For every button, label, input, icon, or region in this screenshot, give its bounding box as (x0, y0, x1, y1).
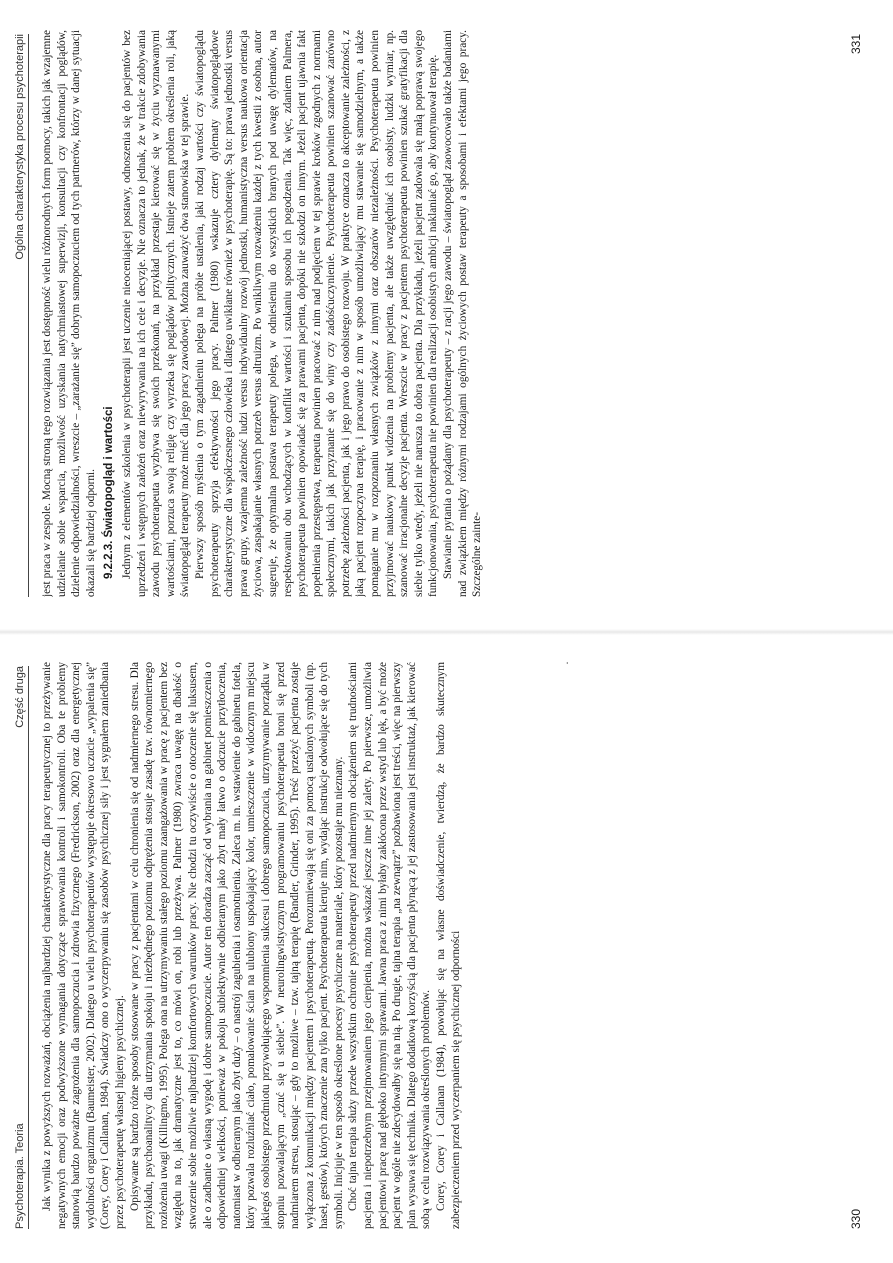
page-number: 330 (849, 1208, 863, 1229)
header-right-text: Część druga (14, 666, 26, 728)
stray-mark: · (560, 661, 574, 665)
paragraph: jest praca w zespole. Mocną stroną tego rozwiązania jest dostępność wielu różnorodnych form pomocy, takich jak wzajemne udzielanie sobie wsparcia, możliwość uzyskania natychmiastowej superwizji, konsultacji czy konfrontacji poglądów, dzielenie odpowiedzialności, wreszcie – „zarażanie się” dobrym samopoczuciem od tych partnerów, którzy w danej sytuacji okazali się bardziej odporni. (41, 30, 97, 597)
body-text (40, 30, 813, 597)
right-page (0, 0, 893, 631)
paragraph: Choć tajna terapia służy przede wszystkim ochronie psychoterapeuty przed nadmiernym obciążeniem się trudnościami pacjenta i niepotrzebnym przejmowaniem jego cierpienia, można wskazać jeszcze inne jej zalety. Po pierwsze, umożliwia pacjentowi pracę nad głęboko intymnymi sprawami. Jawna praca z nimi byłaby zakłócona przez wstyd lub lęk, a być może pacjent w ogóle nie zdecydowałby się na nią. Po drugie, tajna terapia „na zewnątrz” pozbawiona jest treści, więc na pierwszy plan wysuwa się technika. Dlatego dodatkową korzyścią dla pacjenta płynącą z jej zastosowania jest instruktaż, jak kierować sobą w celu rozwiązywania określonych problemów. (347, 662, 433, 1229)
left-page (0, 632, 893, 1263)
header-right-text: Ogólna charakterystyka procesu psychoterapii (14, 34, 26, 260)
body-text (40, 662, 813, 1229)
paragraph: Pierwszy sposób myślenia o tym zagadnieniu polega na próbie ustalenia, jaki rodzaj wartości czy światopoglądu psychoterapeuty sprzyja efektywności jego pracy. Palmer (1980) wskazuje cztery dylematy światopoglądowe charakterystyczne dla współczesnego człowieka i dlatego uwikłane również w psychoterapię. Są to: prawa jednostki versus prawa grupy, wzajemna zależność ludzi versus indywidualny rozwój jednostki, humanistyczna versus naukowa orientacja życiowa, zaspakajanie własnych potrzeb versus altruizm. Po wnikliwym rozważeniu każdej z tych kwestii z osobna, autor sugeruje, że optymalna postawa terapeuty polega, w odniesieniu do wszystkich branych pod uwagę dylematów, na respektowaniu obu wchodzących w konflikt wartości i szukaniu sposobu ich pogodzenia. Tak więc, zdaniem Palmera, psychoterapeuta powinien opowiadać się za prawami pacjenta, dopóki nie szkodzi on innym. Jeżeli pacjent ujawnia fakt popełnienia przestępstwa, terapeuta powinien pracować z nim nad podjęciem w tej sprawie kroków zgodnych z normami społecznymi, takich jak przyznanie się do winy czy zadośćuczynienie. Psychoterapeuta powinien szanować zarówno potrzebę zależności pacjenta, jak i jego prawo do osobistego rozwoju. W praktyce oznacza to akceptowanie zależności, z jaką pacjent rozpoczyna terapię, i pracowanie z nim w sposób umożliwiający mu stawanie się samodzielnym, a także pomaganie mu w rozpoznaniu własnych związków z innymi oraz obszarów niezależności. Psychoterapeuta powinien przyjmować naukowy punkt widzenia na problemy pacjenta, ale także uwzględniać ich osobisty, ludzki wymiar, np. szanować irracjonalne decyzje pacjenta. Wreszcie w pracy z pacjentem psychoterapeuta powinien szukać gratyfikacji dla siebie tylko wtedy, jeżeli nie narusza to dobra pacjenta. Dla przykładu, jeżeli pacjent zadowala się małą poprawą swojego funkcjonowania, psychoterapeuta nie powinien dla realizacji osobistych ambicji naklaniać go, aby kontynuował terapię. (193, 30, 440, 597)
page-number: 331 (849, 34, 863, 55)
paragraph: Corey, Corey i Callanan (1984), powołując się na własne doświadczenie, twierdzą, że bardzo skutecznym zabezpieczeniem przed wyczerpaniem się psychicznej odporności (435, 662, 462, 1229)
paragraph: Jednym z elementów szkolenia w psychoterapii jest uczenie nieoceniającej postawy, odnoszenia się do pacjentów bez uprzedzeń i wstępnych założeń oraz niewyrywania na ich cele i decyzje. Nie oznacza to jednak, że w trakcie zdobywania zawodu psychoterapeuta wyzbywa się swoich przekonań, na przykład przestaje kierować się w życiu wyznawanymi wartościami, porzuca swoją religię czy wyrzeka się poglądów politycznych. Istnieje zatem problem określenia roli, jaką światopogląd terapeuty może mieć dla jego pracy zawodowej. Można zauważyć dwa stanowiska w tej sprawie. (120, 30, 192, 597)
paragraph: Jak wynika z powyższych rozważań, obciążenia najbardziej charakterystyczne dla pracy terapeutycznej to przeżywanie negatywnych emocji oraz podwyższone wymagania dotyczące sprawowania kontroli i samokontroli. Oba te problemy stanowią bardzo poważne zagrożenia dla samopoczucia i zdrowia fizycznego (Fredrickson, 2002) oraz dla energetycznej wydolności organizmu (Baumeister, 2002). Dlatego u wielu psychoterapeutów występuje okresowo uczucie „wypalenia się” (Corey, Corey i Callanan, 1984). Świadczy ono o wyczerpywaniu się zasobów psychicznej siły i jest sygnałem zaniedbania przez psychoterapeutę własnej higieny psychicznej. (41, 662, 126, 1229)
paragraph: Stawianie pytania o pożądany dla psychoterapeuty – z racji jego zawodu – światopogląd zaowocowało także badaniami nad związkiem między różnymi rodzajami ogólnych życiowych postaw terapeuty a sposobami i efektami jego pracy. Szczególne zainte- (442, 30, 484, 597)
section-heading: 9.2.2.3. Światopogląd i wartości (103, 406, 116, 579)
running-header (12, 666, 29, 1229)
header-left-text: Psychoterapia. Teoria (14, 1123, 26, 1229)
paragraph: Opisywane są bardzo różne sposoby stosowane w pracy z pacjentami w celu chronienia się od nadmiernego stresu. Dla przykładu, psychoanalitycy dla utrzymania spokoju i niezbędnego poziomu odprężenia stosuje zasadę tzw. równomiernego rozłożenia uwagi (Killingmo, 1995). Polega ona na utrzymywaniu stałego poziomu zaangażowania w pracę z pacjentem bez względu na to, jak dramatyczne jest to, co mówi on, robi lub przeżywa. Palmer (1980) zwraca uwagę na dbałość o stworzenie sobie możliwie najbardziej komfortowych warunków pracy. Nie chodzi tu oczywiście o otoczenie się luksusem, ale o zadbanie o własną wygodę i dobre samopoczucie. Autor ten doradza zacząć od wybrania na gabinet pomieszczenia o odpowiedniej wielkości, ponieważ w pokoju subiektywnie odbieranym jako zbyt mały łatwo o odczucie przytłoczenia, natomiast w odbieranym jako zbyt duży – o nastrój zagubienia i osamotnienia. Zaleca m. in. wstawienie do gabinetu fotela, który pozwala rozluźniać ciało, pomalowanie ścian na ulubiony uspokajający kolor, umieszczenie w widocznym miejscu jakiegoś osobistego przedmiotu przywołującego wspomnienia sukcesu i dobrego samopoczucia, utrzymywanie porządku w stopniu pozwalającym „czuć się u siebie”. W neurolingwistycznym programowaniu psychoterapeuta broni się przed nadmiarem stresu, stosując – gdy to możliwe – tzw. tajną terapię (Bandler, Grinder, 1995). Treść przeżyć pacjenta zostaje wyłączona z komunikacji między pacjentem i psychoterapeutą. Porozumiewają się oni za pomocą ustalonych symboli (np. haseł, gestów), których znaczenie zna tylko pacjent. Psychoterapeuta kieruje nim, wydając instrukcje odwołujące się do tych symboli. Inicjuje w ten sposób określone procesy psychiczne na materiale, który pozostaje mu nieznany. (128, 662, 345, 1229)
running-header (12, 34, 29, 597)
